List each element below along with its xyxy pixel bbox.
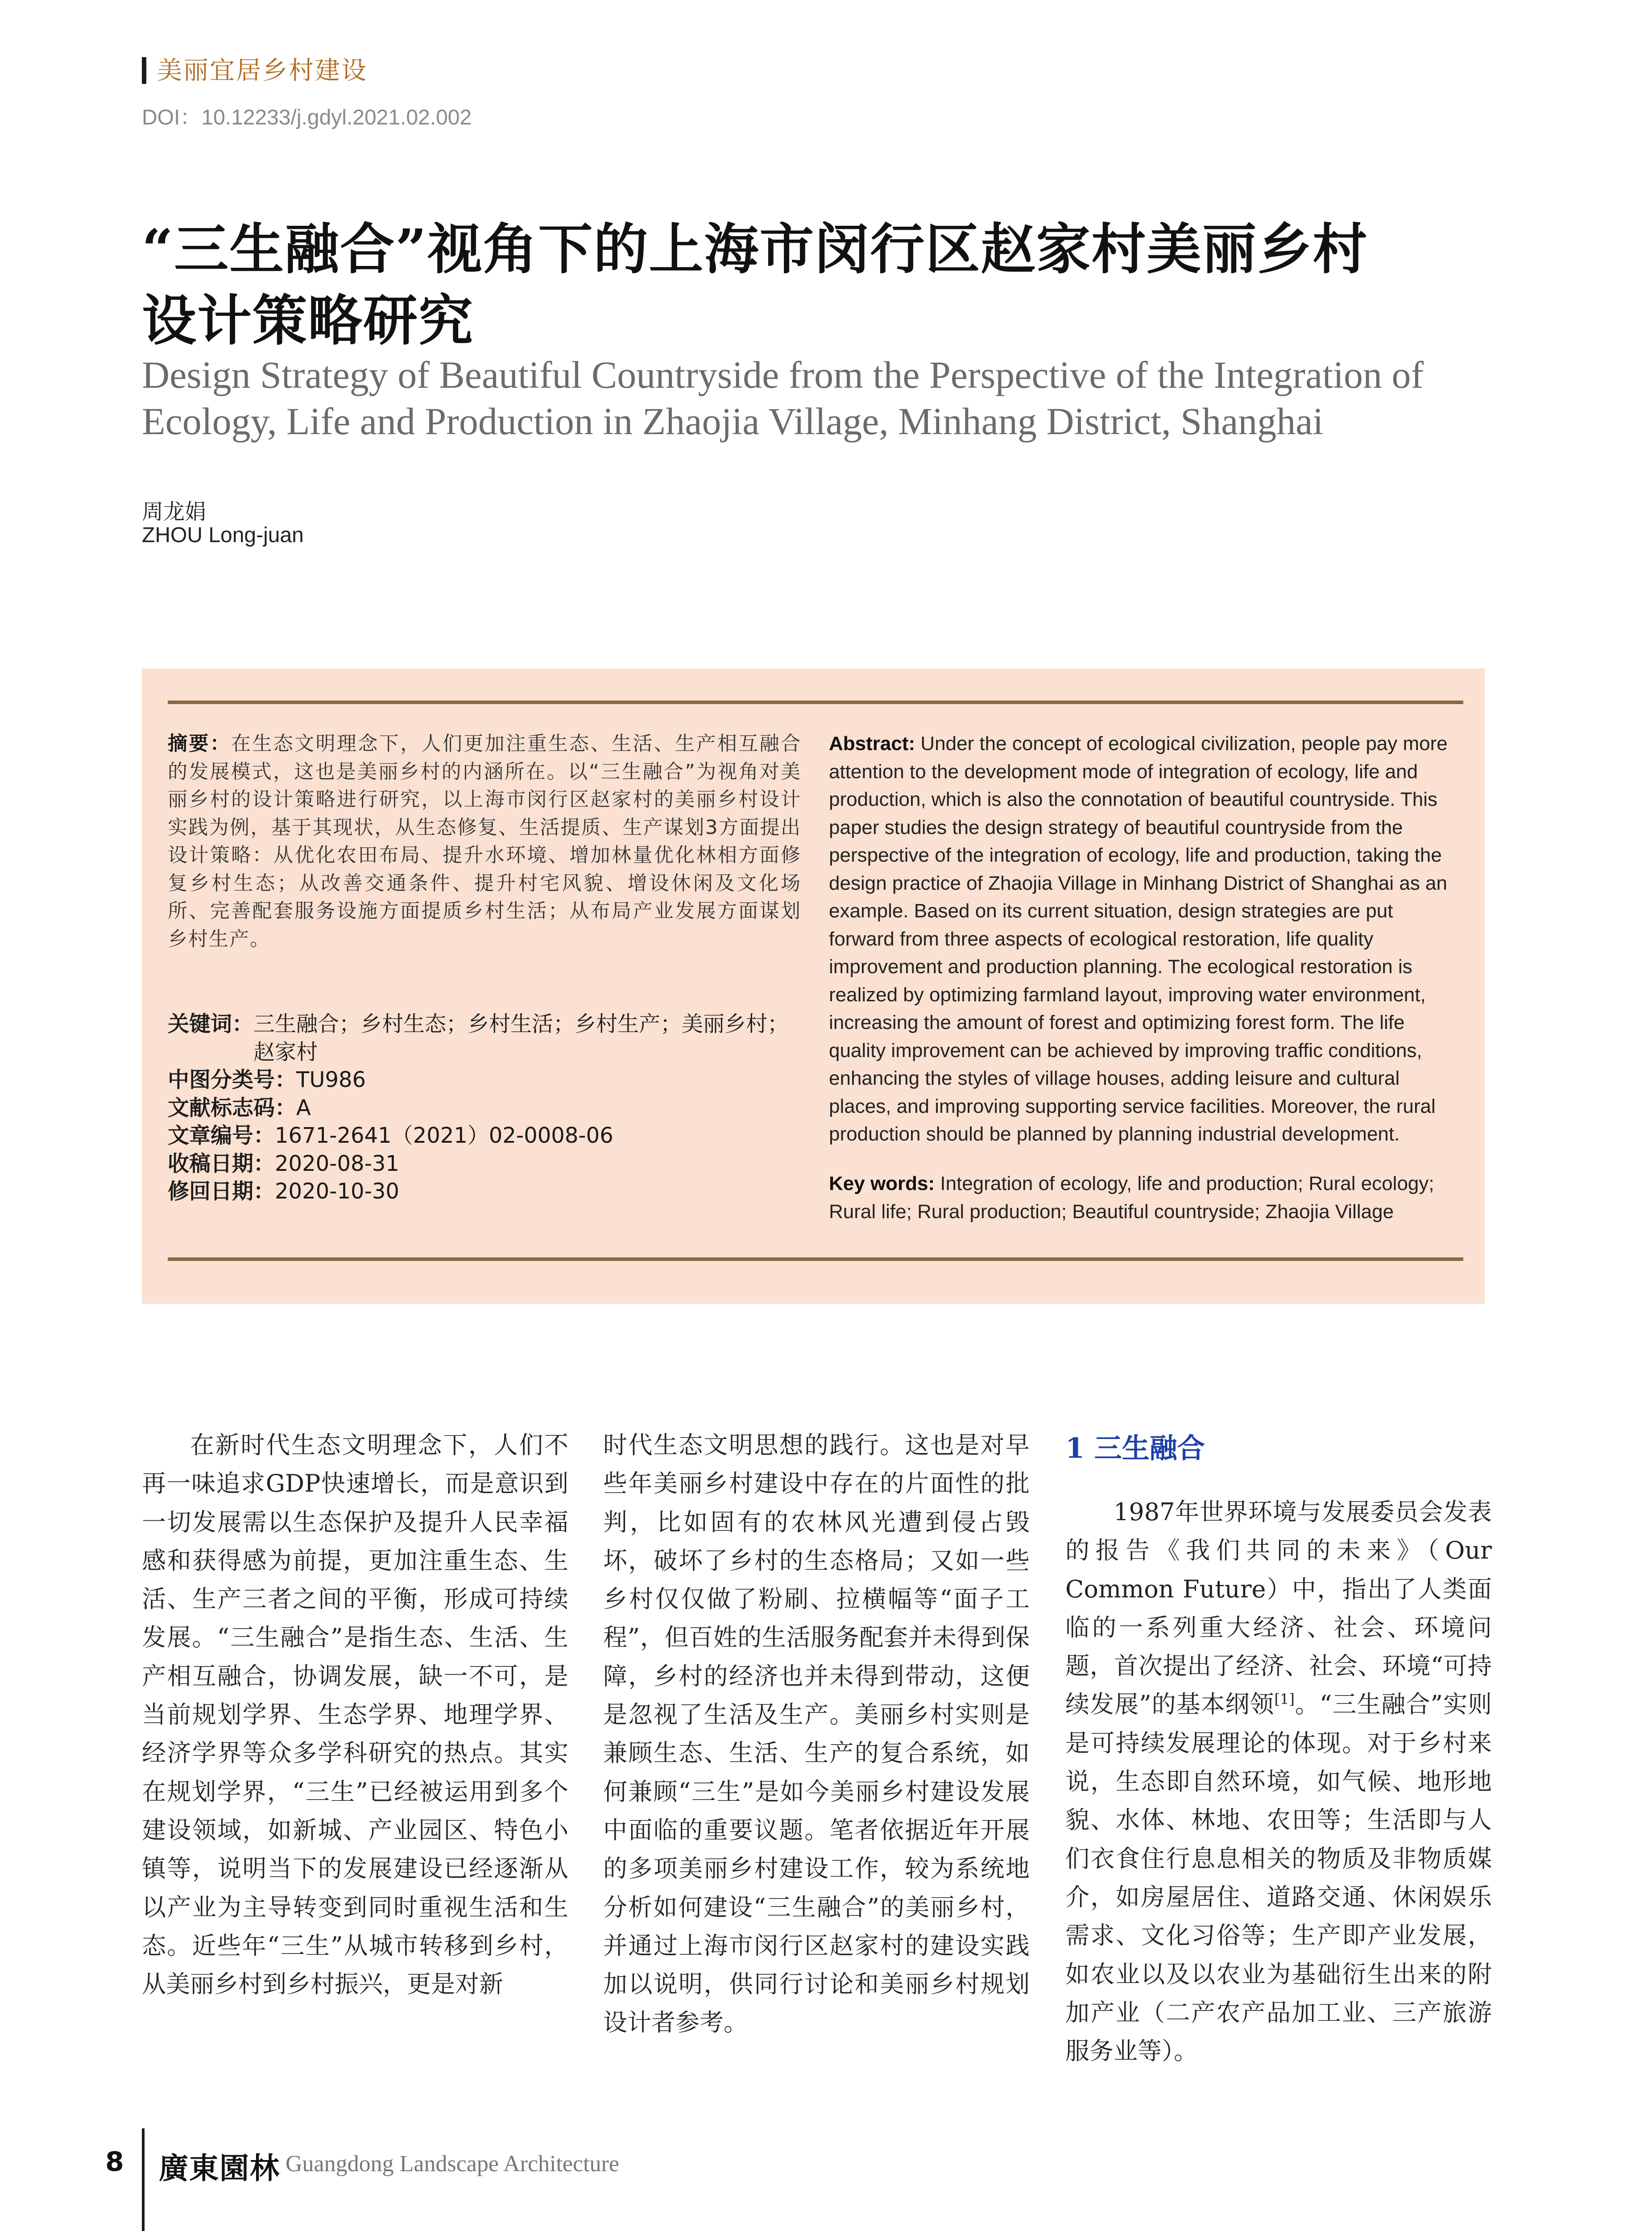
- keywords-chinese-value: 三生融合；乡村生态；乡村生活；乡村生产；美丽乡村；赵家村: [253, 1012, 789, 1065]
- abstract-chinese-label: 摘要：: [168, 732, 232, 755]
- footer-divider-bar: [142, 2128, 145, 2231]
- article-number-label: 文章编号：: [168, 1123, 275, 1148]
- abstract-english-label: Abstract:: [829, 733, 915, 755]
- title-chinese: [142, 213, 1516, 356]
- body-paragraph-continued: 时代生态文明思想的践行。这也是对早些年美丽乡村建设中存在的片面性的批判，比如固有的农林风光遭到侵占毁坏，破坏了乡村的生态格局；又如一些乡村仅仅做了粉刷、拉横幅等“面子工程”，但百姓的生活服务配套并未得到保障，乡村的经济也并未得到带动，这便是忽视了生活及生产。美丽乡村实则是兼顾生态、生活、生产的复合系统，如何兼顾“三生”是如今美丽乡村建设发展中面临的重要议题。笔者依据近年开展的多项美丽乡村建设工作，较为系统地分析如何建设“三生融合”的美丽乡村，并通过上海市闵行区赵家村的建设实践加以说明，供同行讨论和美丽乡村规划设计者参考。: [603, 1431, 1030, 2037]
- body-paragraph-intro: 在新时代生态文明理念下，人们不再一味追求GDP快速增长，而是意识到一切发展需以生态保护及提升人民幸福感和获得感为前提，更加注重生态、生活、生产三者之间的平衡，形成可持续发展。“三生融合”是指生态、生活、生产相互融合，协调发展，缺一不可，是当前规划学界、生态学界、地理学界、经济学界等众多学科研究的热点。其实在规划学界，“三生”已经被运用到多个建设领域，如新城、产业园区、特色小镇等，说明当下的发展建设已经逐渐从以产业为主导转变到同时重视生活和生态。近些年“三生”从城市转移到乡村，从美丽乡村到乡村振兴，更是对新: [142, 1431, 568, 1999]
- abstract-english-text: Under the concept of ecological civilization, people pay more attention to the development mode of integration of ecology, life and production, which is also the connotation of beautiful countryside. This paper studies the design strategy of beautiful countryside from the perspective of the integration of ecology, life and production, taking the design practice of Zhaojia Village in Minhang District of Shanghai as an example. Based on its current situation, design strategies are put forward from three aspects of ecological restoration, life quality improvement and production planning. The ecological restoration is realized by optimizing farmland layout, improving water environment, increasing the amount of forest and optimizing forest form. The life quality improvement can be achieved by improving traffic conditions, enhancing the styles of village houses, adding leisure and cultural places, and improving supporting service facilities. Moreover, the rural production should be planned by planning industrial development.: [829, 733, 1448, 1145]
- revised-date-row: [168, 1178, 801, 1206]
- journal-logo-chinese: 廣東園林: [159, 2151, 280, 2185]
- body-column-3: [1065, 1426, 1492, 2070]
- keywords-chinese-label: 关键词：: [168, 1012, 254, 1037]
- keywords-chinese-row: [168, 1010, 801, 1066]
- abstract-rule-bottom: [168, 1257, 1463, 1261]
- revised-date-value: 2020-10-30: [275, 1179, 399, 1204]
- document-code-label: 文献标志码：: [168, 1095, 297, 1120]
- article-number-value: 1671-2641（2021）02-0008-06: [275, 1123, 613, 1148]
- article-number-row: [168, 1122, 801, 1150]
- abstract-english: [829, 730, 1463, 1149]
- clc-number-row: [168, 1066, 801, 1094]
- abstract-chinese: [168, 730, 801, 953]
- clc-number-value: TU986: [296, 1067, 366, 1092]
- author-chinese: 周龙娟: [142, 499, 207, 524]
- section-heading-1: 1 三生融合: [1065, 1432, 1205, 1464]
- title-chinese-line-1: “三生融合”视角下的上海市闵行区赵家村美丽乡村: [142, 217, 1368, 281]
- title-english-line-2: Ecology, Life and Production in Zhaojia Village, Minhang District, Shanghai: [142, 400, 1324, 443]
- keywords-english-label: Key words:: [829, 1173, 935, 1194]
- section-label: 美丽宜居乡村建设: [157, 56, 368, 85]
- clc-number-label: 中图分类号：: [168, 1067, 297, 1092]
- citation-reference-1[interactable]: [1]: [1274, 1691, 1295, 1708]
- received-date-value: 2020-08-31: [275, 1151, 399, 1176]
- document-code-value: A: [296, 1095, 311, 1120]
- abstract-chinese-text: 在生态文明理念下，人们更加注重生态、生活、生产相互融合的发展模式，这也是美丽乡村的内涵所在。以“三生融合”为视角对美丽乡村的设计策略进行研究，以上海市闵行区赵家村的美丽乡村设计实践为例，基于其现状，从生态修复、生活提质、生产谋划3方面提出设计策略：从优化农田布局、提升水环境、增加林量优化林相方面修复乡村生态；从改善交通条件、提升村宅风貌、增设休闲及文化场所、完善配套服务设施方面提质乡村生活；从布局产业发展方面谋划乡村生产。: [168, 732, 802, 950]
- revised-date-label: 修回日期：: [168, 1179, 275, 1204]
- received-date-row: [168, 1150, 801, 1178]
- title-english-line-1: Design Strategy of Beautiful Countryside from the Perspective of the Integration of: [142, 353, 1424, 396]
- keywords-english: [829, 1170, 1463, 1226]
- page-number: 8: [105, 2146, 124, 2177]
- journal-name-english: Guangdong Landscape Architecture: [286, 2151, 619, 2177]
- author-english: ZHOU Long-juan: [142, 523, 304, 547]
- abstract-panel: [142, 668, 1485, 1304]
- abstract-rule-top: [168, 701, 1463, 704]
- body-paragraph-section-1: [1065, 1493, 1492, 2070]
- received-date-label: 收稿日期：: [168, 1151, 275, 1176]
- title-english: [142, 352, 1516, 444]
- document-code-row: [168, 1094, 801, 1122]
- body-column-2: [603, 1426, 1030, 2042]
- keywords-english-value: Integration of ecology, life and production; Rural ecology; Rural life; Rural production; Beautiful countryside; Zhaojia Village: [829, 1173, 1434, 1223]
- section-marker-bar: [142, 57, 146, 84]
- section-1-text-b: 。“三生融合”实则是可持续发展理论的体现。对于乡村来说，生态即自然环境，如气候、地形地貌、水体、林地、农田等；生活即与人们衣食住行息息相关的物质及非物质媒介，如房屋居住、道路交通、休闲娱乐需求、文化习俗等；生产即产业发展，如农业以及以农业为基础衍生出来的附加产业（二产农产品加工业、三产旅游服务业等）。: [1065, 1690, 1492, 2065]
- doi-text[interactable]: DOI：10.12233/j.gdyl.2021.02.002: [142, 106, 472, 129]
- body-column-1: [142, 1426, 568, 2003]
- section-1-text-a: 1987年世界环境与发展委员会发表的报告《我们共同的未来》（Our Common Future）中，指出了人类面临的一系列重大经济、社会、环境问题，首次提出了经济、社会、环境“可持续发展”的基本纲领: [1065, 1498, 1492, 1719]
- article-metadata: [168, 1010, 801, 1206]
- title-chinese-line-2: 设计策略研究: [142, 288, 474, 352]
